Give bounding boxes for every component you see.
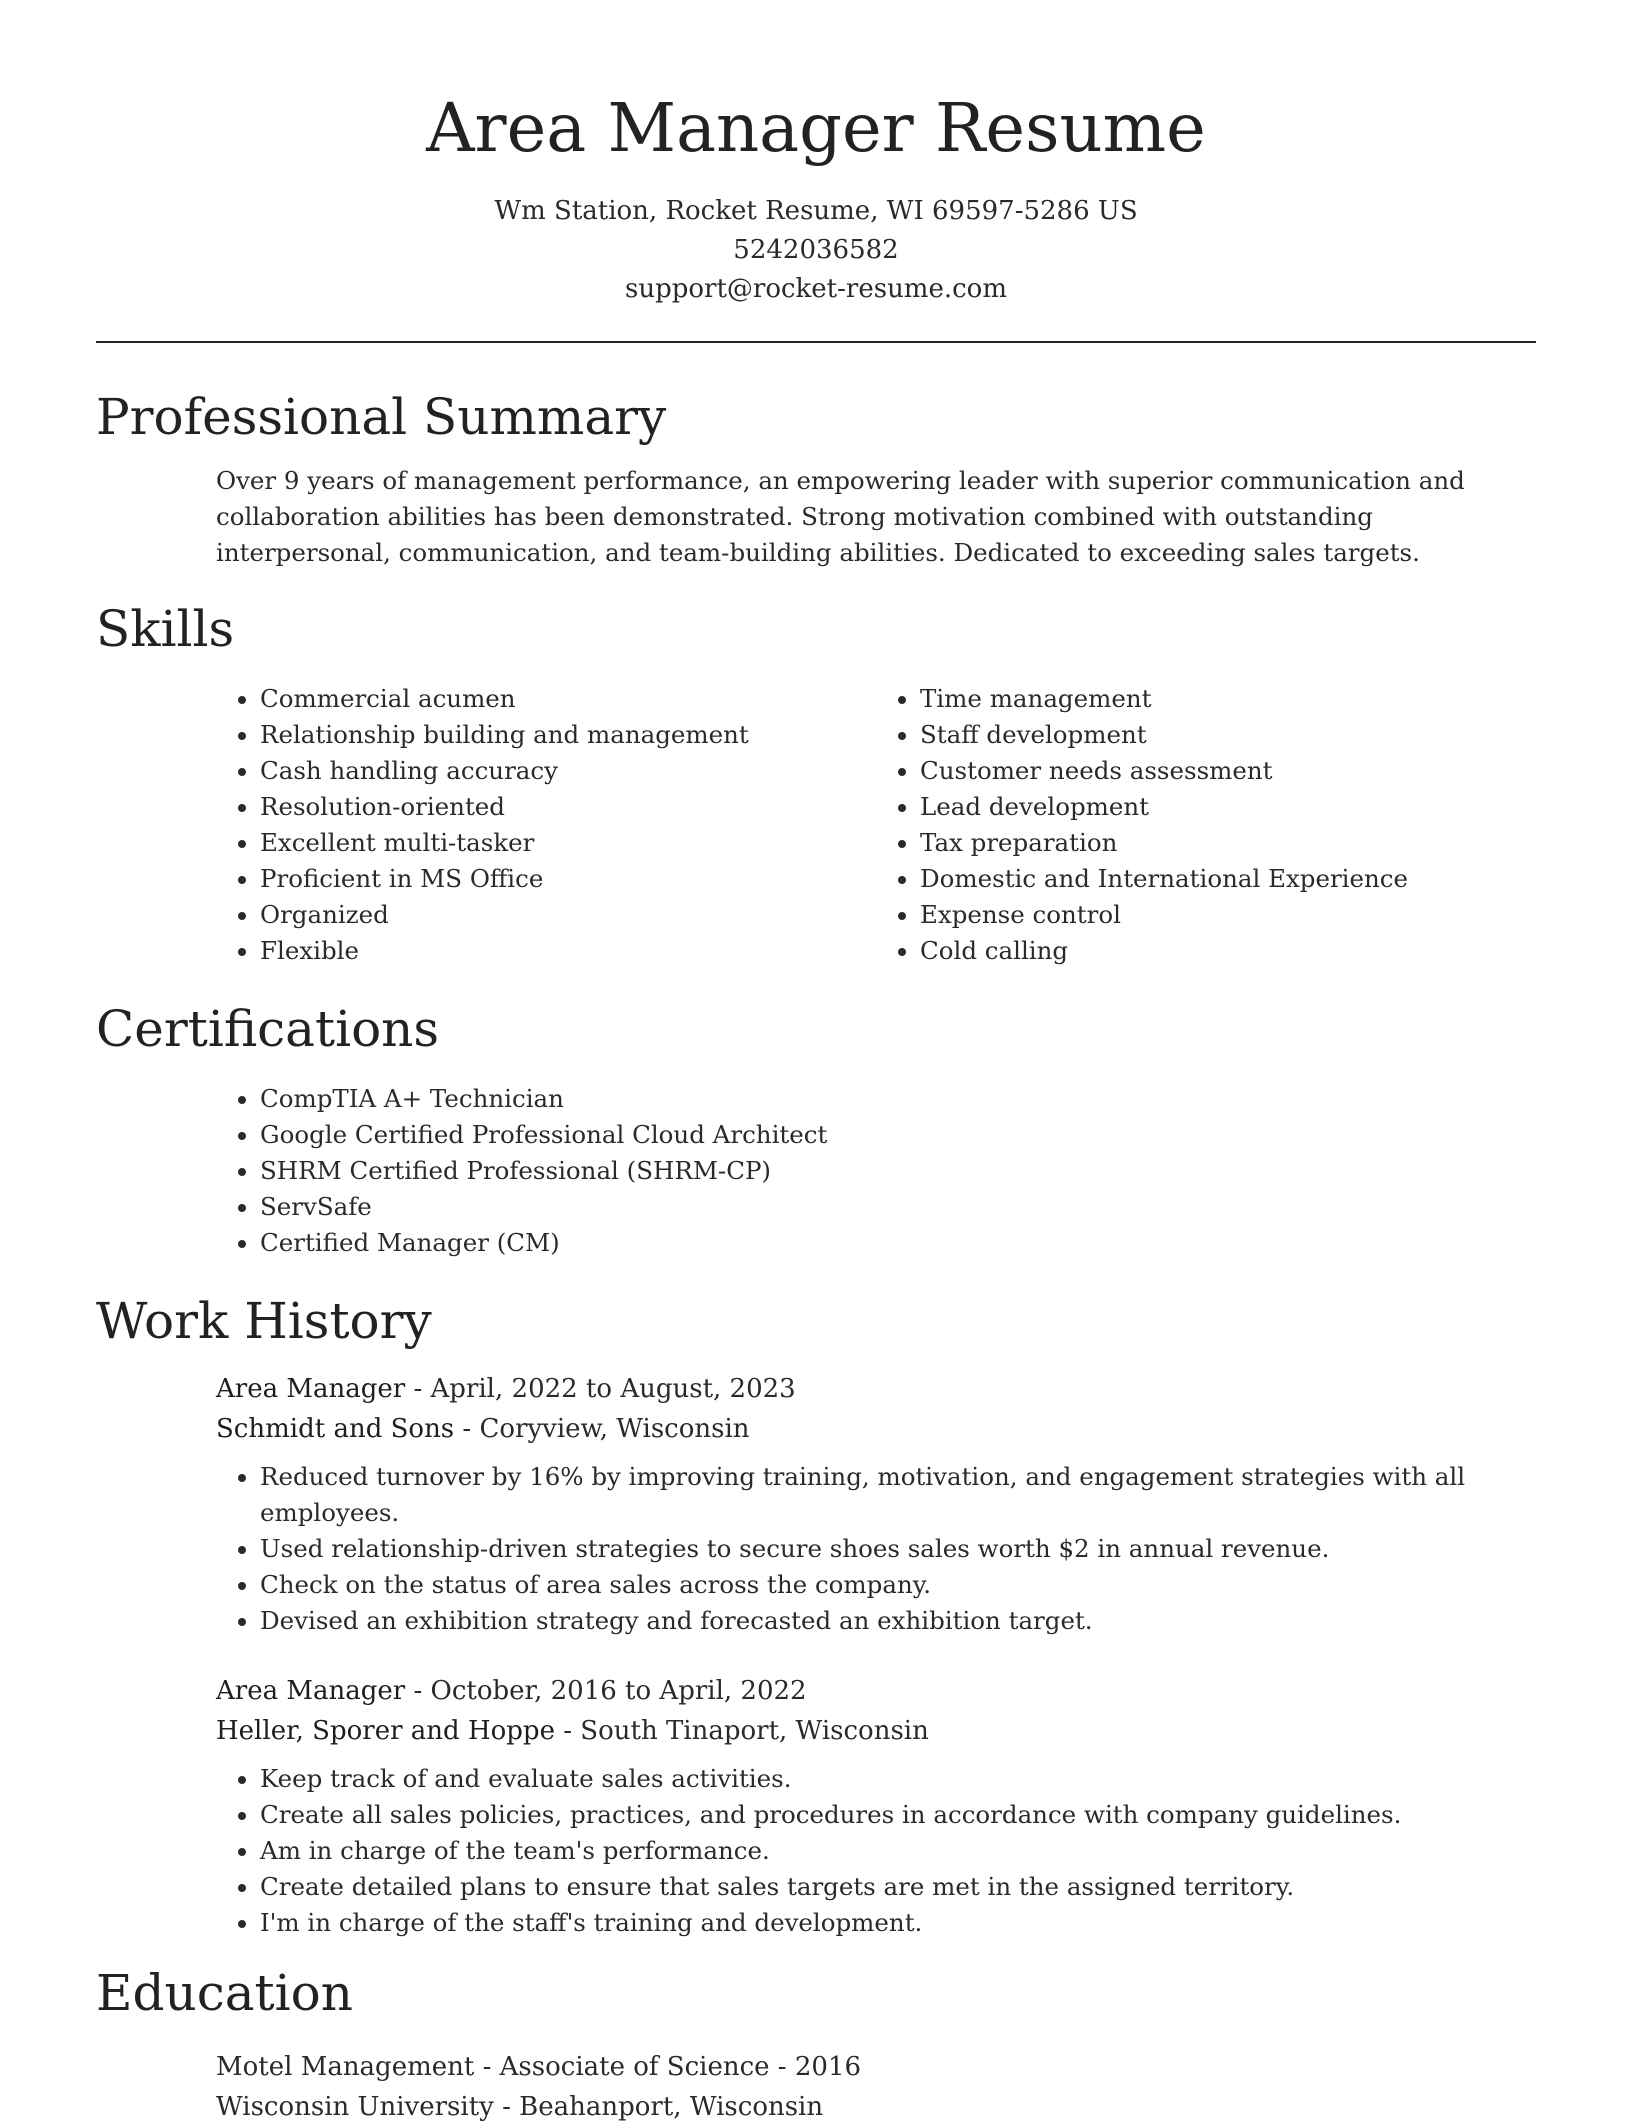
skill-item: • Time management <box>920 681 1536 717</box>
separator: - <box>405 1374 431 1404</box>
job-dates: April, 2022 to August, 2023 <box>430 1374 796 1404</box>
job-bullet: • Used relationship-driven strategies to secure shoes sales worth $2 in annual revenue. <box>260 1531 1536 1567</box>
job-company-line <box>216 1711 1536 1751</box>
job-bullets <box>216 1459 1536 1639</box>
job-title-line <box>216 1671 1536 1711</box>
job-bullet: • Create detailed plans to ensure that sales targets are met in the assigned territory. <box>260 1869 1536 1905</box>
job-company: Heller, Sporer and Hoppe <box>216 1716 555 1746</box>
certification-item: • Certified Manager (CM) <box>260 1225 1536 1261</box>
skill-item: • Commercial acumen <box>260 681 876 717</box>
section-title-certifications: Certifications <box>96 1000 440 1058</box>
skill-item: • Staff development <box>920 717 1536 753</box>
skill-item: • Cash handling accuracy <box>260 753 876 789</box>
job-location: South Tinaport, Wisconsin <box>580 1716 929 1746</box>
job-bullets <box>216 1761 1536 1941</box>
separator: - <box>454 1414 480 1444</box>
skill-item: • Customer needs assessment <box>920 753 1536 789</box>
skills-column-left <box>216 681 876 969</box>
section-title-education: Education <box>96 1964 353 2022</box>
skill-item: • Lead development <box>920 789 1536 825</box>
education-entry <box>216 2047 1536 2127</box>
job-entry <box>216 1671 1536 1941</box>
job-location: Coryview, Wisconsin <box>479 1414 750 1444</box>
job-bullet: • Devised an exhibition strategy and forecasted an exhibition target. <box>260 1603 1536 1639</box>
job-company-line <box>216 1409 1536 1449</box>
job-company: Schmidt and Sons <box>216 1414 455 1444</box>
skills-column-right <box>876 681 1536 969</box>
skills-list <box>216 681 1536 969</box>
page-title: Area Manager Resume <box>426 89 1206 167</box>
skill-item: • Tax preparation <box>920 825 1536 861</box>
education-degree-line: Motel Management - Associate of Science - 2016 <box>216 2052 862 2082</box>
job-bullet: • I'm in charge of the staff's training and development. <box>260 1905 1536 1941</box>
resume-header <box>96 0 1536 309</box>
contact-email: support@rocket-resume.com <box>624 274 1007 304</box>
certification-item: • CompTIA A+ Technician <box>260 1081 1536 1117</box>
skill-item: • Excellent multi-tasker <box>260 825 876 861</box>
job-title: Area Manager <box>216 1676 406 1706</box>
skill-item: • Proficient in MS Office <box>260 861 876 897</box>
skill-item: • Flexible <box>260 933 876 969</box>
skill-item: • Organized <box>260 897 876 933</box>
skill-item: • Resolution-oriented <box>260 789 876 825</box>
section-title-skills: Skills <box>96 600 235 658</box>
skill-item: • Cold calling <box>920 933 1536 969</box>
section-title-work-history: Work History <box>96 1292 432 1350</box>
job-bullet: • Reduced turnover by 16% by improving training, motivation, and engagement strategies with all employees. <box>260 1459 1536 1531</box>
certification-item: • Google Certified Professional Cloud Architect <box>260 1117 1536 1153</box>
section-title-summary: Professional Summary <box>96 388 667 446</box>
job-entry <box>216 1369 1536 1639</box>
skill-item: • Relationship building and management <box>260 717 876 753</box>
separator: - <box>554 1716 581 1746</box>
job-bullet: • Create all sales policies, practices, and procedures in accordance with company guidelines. <box>260 1797 1536 1833</box>
certification-item: • ServSafe <box>260 1189 1536 1225</box>
job-bullet: • Keep track of and evaluate sales activities. <box>260 1761 1536 1797</box>
separator: - <box>405 1676 431 1706</box>
certifications-bullets <box>216 1081 1536 1261</box>
certifications-list <box>216 1081 1536 1261</box>
header-divider <box>96 341 1536 343</box>
job-bullet: • Check on the status of area sales across the company. <box>260 1567 1536 1603</box>
certification-item: • SHRM Certified Professional (SHRM-CP) <box>260 1153 1536 1189</box>
resume-page <box>96 0 1536 2127</box>
summary-text: Over 9 years of management performance, an empowering leader with superior communication and collaboration abilities has been demonstrated. Strong motivation combined with outstanding interpersonal, communication, and team-building abilities. Dedicated to exceeding sales targets. <box>216 466 1465 567</box>
skill-item: • Expense control <box>920 897 1536 933</box>
education-school-line: Wisconsin University - Beahanport, Wisconsin <box>216 2092 824 2122</box>
job-title: Area Manager <box>216 1374 406 1404</box>
contact-phone: 5242036582 <box>733 235 899 265</box>
job-bullet: • Am in charge of the team's performance. <box>260 1833 1536 1869</box>
job-dates: October, 2016 to April, 2022 <box>430 1676 807 1706</box>
contact-address: Wm Station, Rocket Resume, WI 69597-5286 US <box>494 196 1138 226</box>
job-title-line <box>216 1369 1536 1409</box>
contact-block <box>96 192 1536 309</box>
skill-item: • Domestic and International Experience <box>920 861 1536 897</box>
